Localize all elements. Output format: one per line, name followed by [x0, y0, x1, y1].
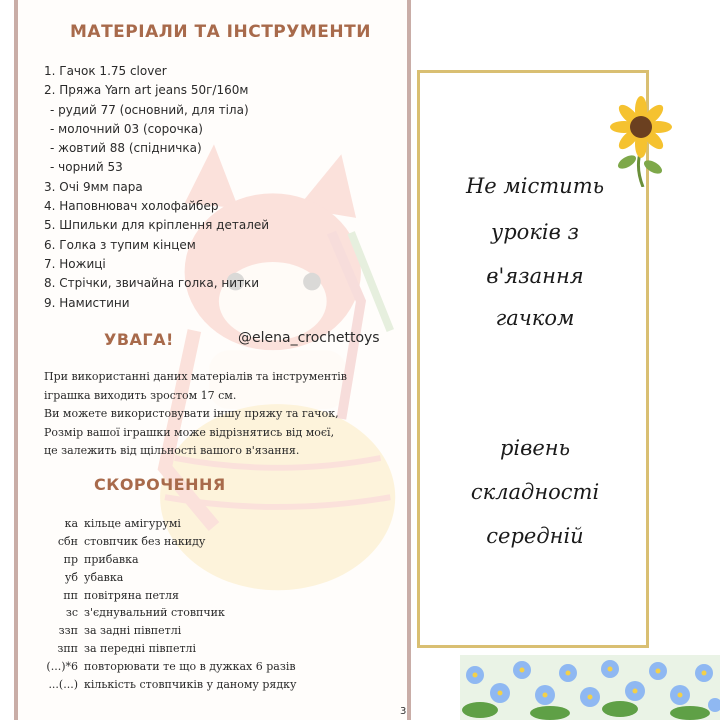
- abbreviation-row: [44, 622, 296, 640]
- abbreviation-definition: повітряна петля: [84, 588, 179, 602]
- info-line-3: в'язання: [486, 264, 584, 288]
- materials-item: - молочний 03 (сорочка): [50, 121, 203, 136]
- abbreviation-definition: прибавка: [84, 552, 139, 566]
- abbreviation-row: [44, 640, 296, 658]
- warning-line: це залежить від щільності вашого в'язання.: [44, 444, 300, 457]
- warning-line: Розмір вашої іграшки може відрізнятись від моєї,: [44, 425, 335, 439]
- abbreviation-row: [44, 587, 296, 605]
- materials-item: - рудий 77 (основний, для тіла): [50, 102, 249, 117]
- abbreviation-row: [44, 515, 296, 533]
- materials-item: 3. Очі 9мм пара: [44, 179, 143, 194]
- abbreviation-key: зпп: [57, 642, 78, 656]
- info-line-5: рівень: [499, 436, 571, 460]
- materials-title: МАТЕРІАЛИ ТА ІНСТРУМЕНТИ: [70, 22, 371, 42]
- abbreviation-definition: кільце амігурумі: [84, 517, 181, 530]
- abbreviation-definition: за передні півпетлі: [84, 642, 197, 656]
- materials-item: - чорний 53: [50, 160, 123, 175]
- abbreviation-row: [44, 533, 296, 551]
- abbreviation-key: пр: [63, 552, 78, 566]
- materials-item: 2. Пряжа Yarn art jeans 50г/160м: [44, 83, 249, 98]
- materials-item: 5. Шпильки для кріплення деталей: [44, 218, 270, 233]
- warning-line: Ви можете використовувати іншу пряжу та гачок,: [44, 407, 339, 420]
- abbreviation-row: [44, 676, 296, 694]
- warning-line: іграшка виходить зростом 17 см.: [44, 388, 237, 402]
- materials-item: 8. Стрічки, звичайна голка, нитки: [44, 276, 260, 291]
- sunflower-icon: [605, 92, 675, 187]
- info-line-4: гачком: [495, 306, 575, 330]
- page-number: 3: [400, 706, 407, 717]
- warning-text: [44, 368, 347, 461]
- info-line-1: Не містить: [465, 174, 605, 198]
- abbreviation-row: [44, 658, 296, 676]
- abbreviation-definition: стовпчик без накиду: [84, 534, 206, 548]
- abbreviation-row: [44, 604, 296, 622]
- abbreviation-key: (...)*6: [46, 660, 78, 674]
- info-line-2: уроків з: [491, 220, 579, 244]
- abbreviation-key: ка: [64, 517, 78, 530]
- info-line-6: складності: [470, 480, 600, 504]
- author-handle: @elena_crochettoys: [238, 330, 380, 346]
- abbreviation-definition: з'єднувальний стовпчик: [84, 606, 225, 620]
- abbreviation-key: зс: [65, 606, 78, 620]
- materials-item: 9. Намистини: [44, 295, 130, 310]
- forget-me-not-flowers: [460, 655, 720, 720]
- abbreviation-definition: убавка: [84, 570, 124, 584]
- abbreviation-key: сбн: [57, 534, 78, 548]
- abbreviation-key: уб: [64, 570, 78, 584]
- abbreviation-key: пп: [63, 588, 78, 602]
- info-line-7: середній: [486, 524, 584, 548]
- abbreviation-definition: повторювати те що в дужках 6 разів: [84, 660, 296, 674]
- materials-item: 6. Голка з тупим кінцем: [44, 237, 196, 252]
- warning-title: УВАГА!: [104, 330, 174, 349]
- abbreviation-row: [44, 551, 296, 569]
- abbreviation-definition: за задні півпетлі: [84, 624, 182, 638]
- materials-item: 4. Наповнювач холофайбер: [44, 199, 219, 214]
- abbreviation-key: ...(...): [48, 678, 78, 692]
- abbreviation-definition: кількість стовпчиків у даному рядку: [84, 678, 297, 692]
- abbreviation-key: ззп: [58, 624, 78, 638]
- materials-item: 1. Гачок 1.75 clover: [44, 64, 167, 78]
- abbreviations-list: [44, 515, 296, 694]
- materials-list: [44, 62, 269, 313]
- abbreviation-row: [44, 569, 296, 587]
- materials-item: - жовтий 88 (спідничка): [50, 141, 202, 156]
- materials-item: 7. Ножиці: [44, 256, 106, 271]
- pattern-page: [14, 0, 411, 720]
- warning-line: При використанні даних матеріалів та інструментів: [44, 370, 347, 383]
- abbreviations-title: СКОРОЧЕННЯ: [94, 475, 226, 494]
